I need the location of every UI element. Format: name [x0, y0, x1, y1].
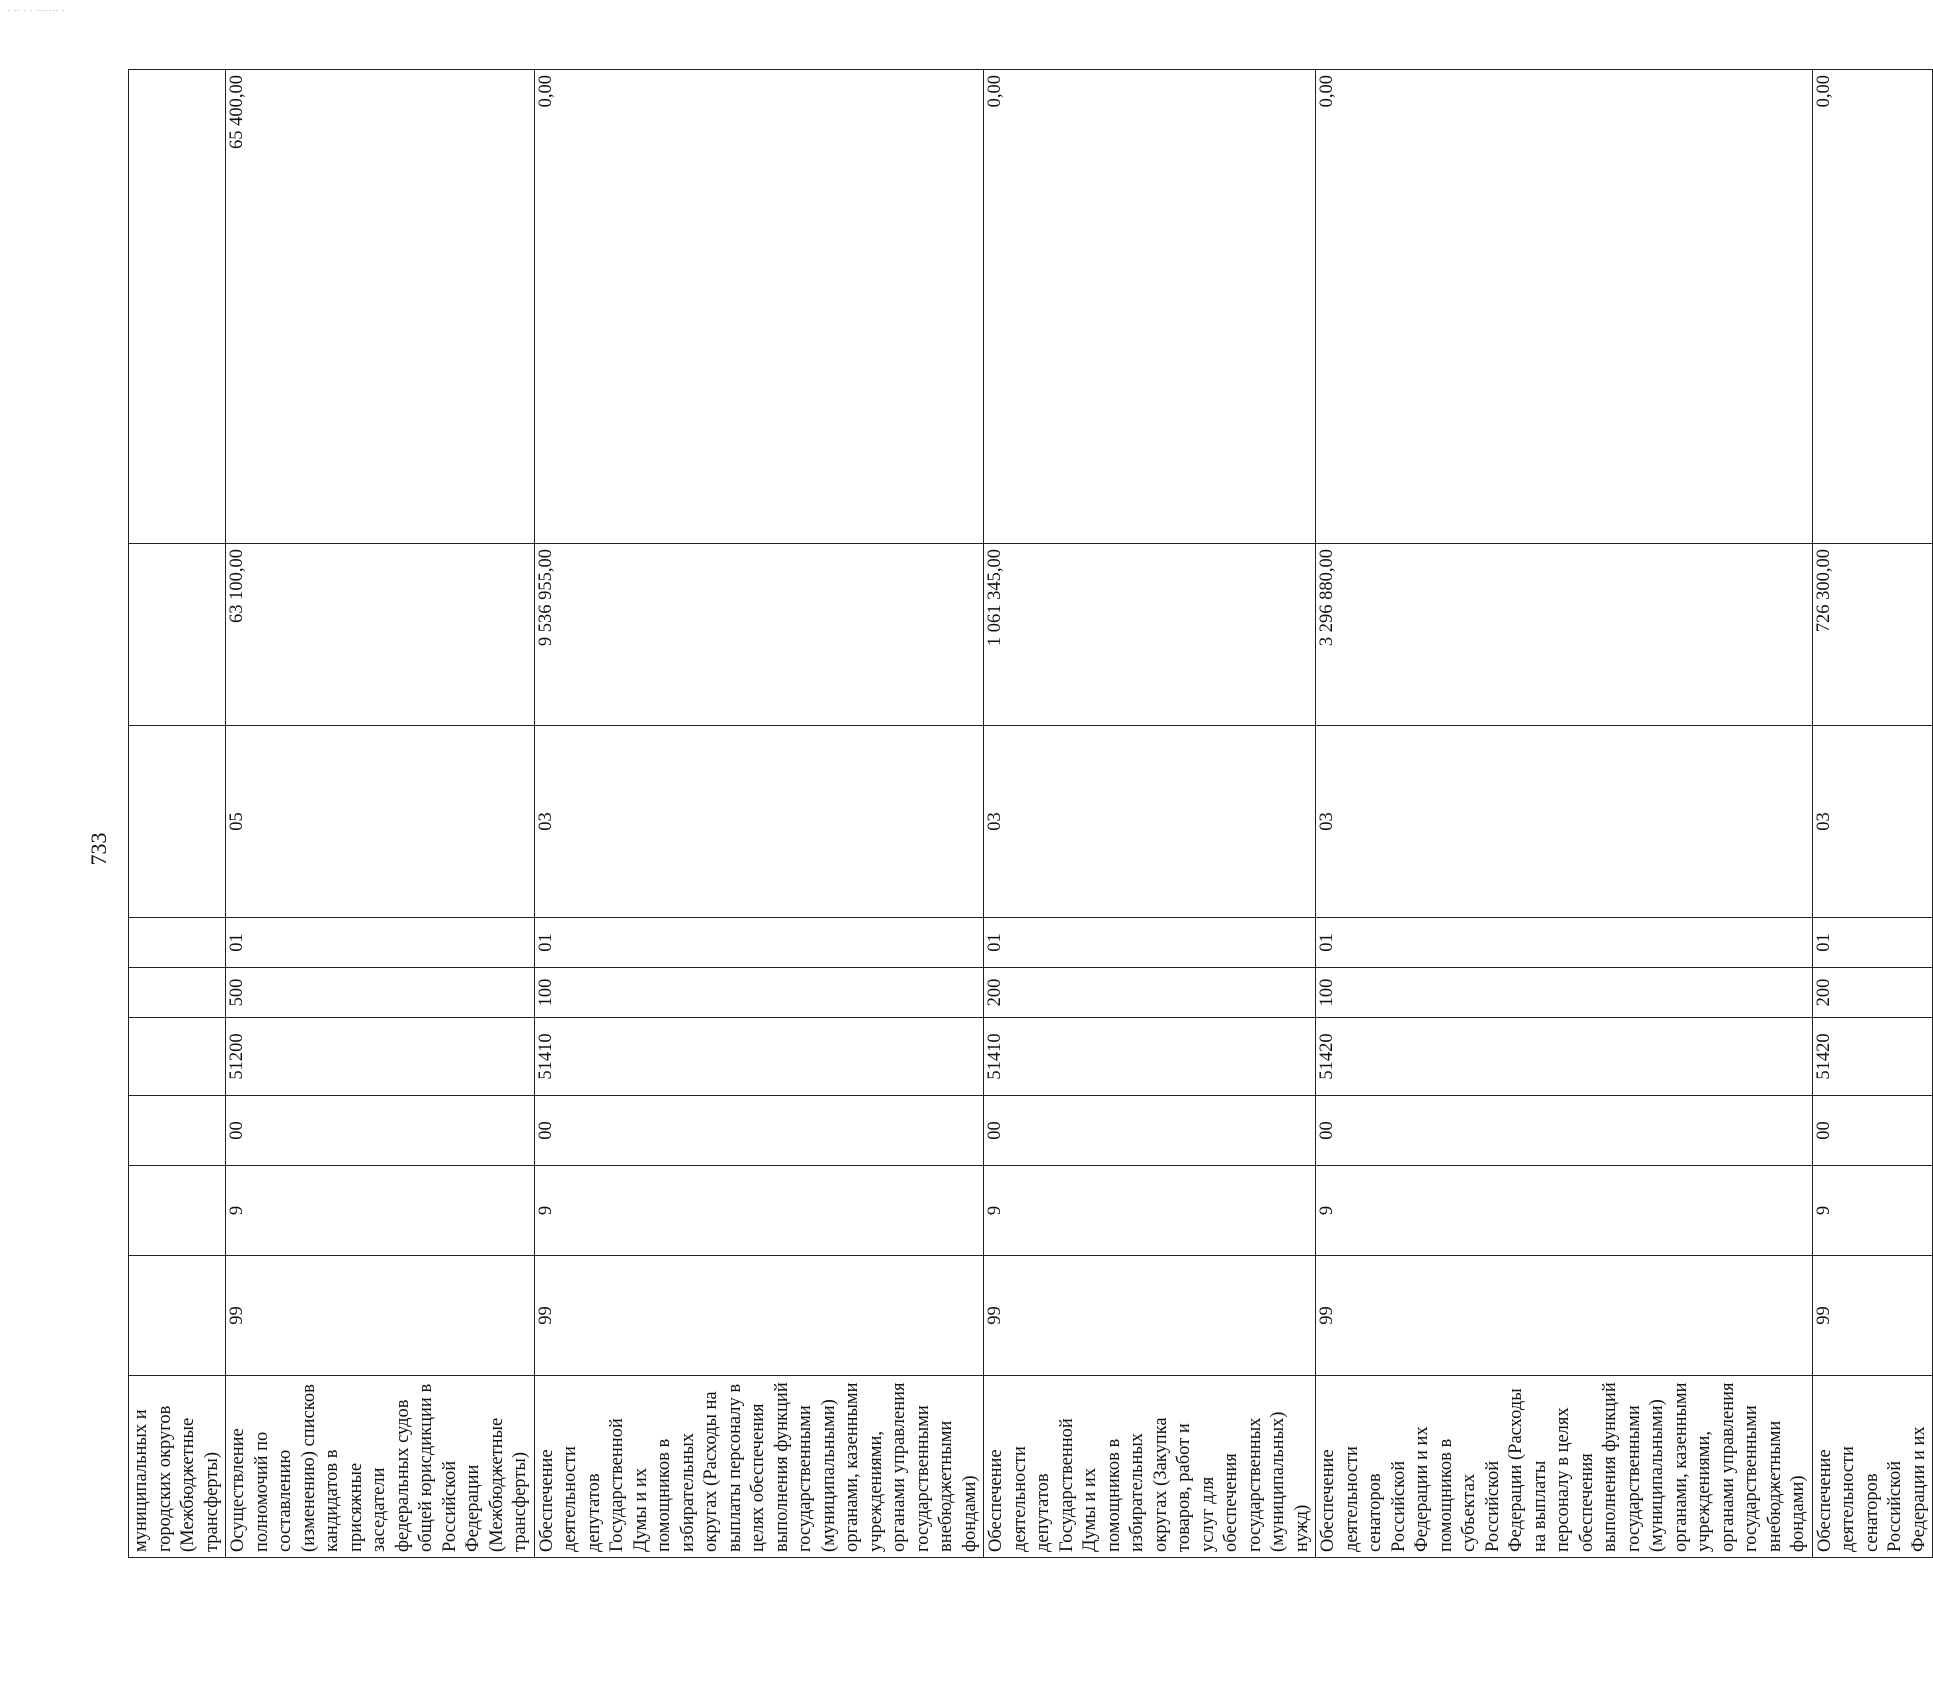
budget-table [128, 69, 1933, 1558]
direction-code-cell [129, 1096, 226, 1166]
amount-year-1-cell: 3 296 880,00 [1316, 544, 1813, 726]
direction-code-cell: 00 [226, 1096, 535, 1166]
section-code-cell: 01 [534, 918, 984, 968]
section-code-cell [129, 918, 226, 968]
program-code-cell: 99 [984, 1256, 1316, 1376]
program-code-cell: 99 [1316, 1256, 1813, 1376]
direction-code-cell: 00 [984, 1096, 1316, 1166]
table-row [534, 70, 984, 1558]
amount-year-1-cell: 726 300,00 [1812, 544, 1933, 726]
table-row [1316, 70, 1813, 1558]
scan-marks: - -- - - ------- - [8, 6, 66, 14]
program-code-cell: 99 [534, 1256, 984, 1376]
table-row [226, 70, 535, 1558]
row-description: Обеспечение деятельности сенаторов Российской Федерации и их [1812, 1376, 1933, 1558]
subsection-code-cell [129, 726, 226, 918]
expense-type-cell [129, 968, 226, 1018]
section-code-cell: 01 [226, 918, 535, 968]
subprogram-code-cell: 9 [534, 1166, 984, 1256]
table-row [984, 70, 1316, 1558]
subsection-code-cell: 03 [1316, 726, 1813, 918]
table-row [129, 70, 226, 1558]
expense-type-cell: 100 [534, 968, 984, 1018]
row-description: Обеспечение деятельности сенаторов Российской Федерации и их помощников в субъектах Российской Федерации (Расходы на выплаты персоналу в целях обеспечения выполнения функций государственными (муниципальными) органами, казенными учреждениями, органами управления государственными внебюджетными фондами) [1316, 1376, 1813, 1558]
amount-year-2-cell: 0,00 [984, 70, 1316, 544]
subprogram-code-cell: 9 [984, 1166, 1316, 1256]
row-description: Осуществление полномочий по составлению (изменению) списков кандидатов в присяжные заседатели федеральных судов общей юрисдикции в Российской Федерации (Межбюджетные трансферты) [226, 1376, 535, 1558]
expense-code-cell: 51420 [1812, 1018, 1933, 1096]
expense-code-cell: 51410 [534, 1018, 984, 1096]
amount-year-2-cell [129, 70, 226, 544]
amount-year-1-cell: 9 536 955,00 [534, 544, 984, 726]
expense-type-cell: 200 [984, 968, 1316, 1018]
direction-code-cell: 00 [534, 1096, 984, 1166]
subsection-code-cell: 03 [534, 726, 984, 918]
expense-code-cell: 51420 [1316, 1018, 1813, 1096]
expense-code-cell: 51200 [226, 1018, 535, 1096]
section-code-cell: 01 [1316, 918, 1813, 968]
subsection-code-cell: 03 [1812, 726, 1933, 918]
budget-table-body [129, 70, 1933, 1558]
amount-year-2-cell: 0,00 [534, 70, 984, 544]
subprogram-code-cell [129, 1166, 226, 1256]
program-code-cell: 99 [226, 1256, 535, 1376]
amount-year-2-cell: 0,00 [1812, 70, 1933, 544]
subprogram-code-cell: 9 [1812, 1166, 1933, 1256]
row-description: Обеспечение деятельности депутатов Государственной Думы и их помощников в избирательных округах (Расходы на выплаты персоналу в целях обеспечения выполнения функций государственными (муниципальными) органами, казенными учреждениями, органами управления государственными внебюджетными фондами) [534, 1376, 984, 1558]
subsection-code-cell: 03 [984, 726, 1316, 918]
section-code-cell: 01 [1812, 918, 1933, 968]
subprogram-code-cell: 9 [226, 1166, 535, 1256]
subprogram-code-cell: 9 [1316, 1166, 1813, 1256]
amount-year-1-cell: 1 061 345,00 [984, 544, 1316, 726]
row-description: муниципальных и городских округов (Межбюджетные трансферты) [129, 1376, 226, 1558]
expense-type-cell: 200 [1812, 968, 1933, 1018]
expense-type-cell: 100 [1316, 968, 1813, 1018]
subsection-code-cell: 05 [226, 726, 535, 918]
expense-code-cell [129, 1018, 226, 1096]
section-code-cell: 01 [984, 918, 1316, 968]
amount-year-1-cell [129, 544, 226, 726]
expense-type-cell: 500 [226, 968, 535, 1018]
amount-year-1-cell: 63 100,00 [226, 544, 535, 726]
direction-code-cell: 00 [1812, 1096, 1933, 1166]
budget-table-wrapper [128, 70, 1929, 1558]
program-code-cell: 99 [1812, 1256, 1933, 1376]
amount-year-2-cell: 0,00 [1316, 70, 1813, 544]
amount-year-2-cell: 65 400,00 [226, 70, 535, 544]
expense-code-cell: 51410 [984, 1018, 1316, 1096]
page-number: 733 [86, 832, 111, 866]
table-row [1812, 70, 1933, 1558]
direction-code-cell: 00 [1316, 1096, 1813, 1166]
program-code-cell [129, 1256, 226, 1376]
row-description: Обеспечение деятельности депутатов Государственной Думы и их помощников в избирательных округах (Закупка товаров, работ и услуг для обеспечения государственных (муниципальных) нужд) [984, 1376, 1316, 1558]
